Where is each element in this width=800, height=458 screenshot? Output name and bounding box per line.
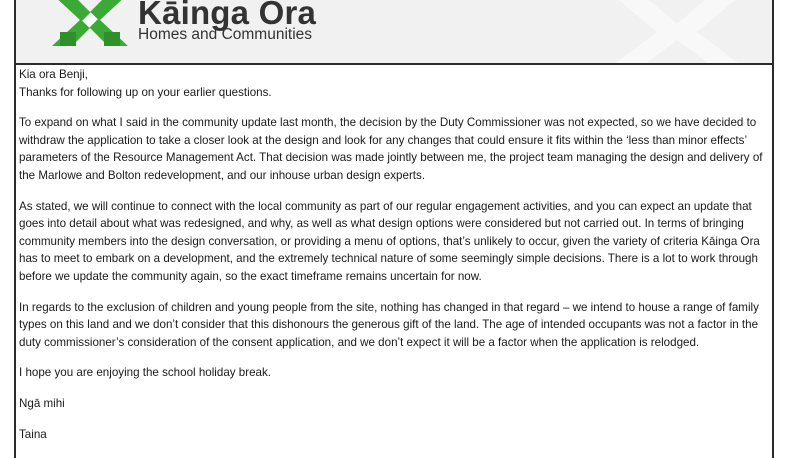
greeting: Kia ora Benji,	[19, 68, 88, 81]
email-body	[19, 66, 767, 456]
brand-tagline: Homes and Communities	[138, 26, 313, 43]
body-paragraph: I hope you are enjoying the school holiday break.	[19, 366, 272, 380]
kainga-ora-logo-icon	[52, 0, 128, 46]
brand-name: Kāinga Ora	[138, 0, 317, 31]
signature: Taina	[19, 427, 47, 441]
kainga-ora-watermark-icon	[602, 0, 752, 65]
body-paragraph: As stated, we will continue to connect with the local community as part of our regular engagement activities, and you can expect an update that goes into detail about what was redesigned, and why, as well as what design options were considered but not carried out. In terms of bringing community members into the design conversation, or providing a menu of options, that’s unlikely to occur, given the variety of criteria Kāinga Ora has to meet to embark on a development, and the extremely technical nature of some seemingly simple decisions. There is a lot to work through before we update the community again, so the exact timeframe remains uncertain for now.	[19, 199, 760, 283]
email-header	[16, 0, 772, 65]
signoff: Ngā mihi	[19, 396, 65, 410]
body-paragraph: To expand on what I said in the community update last month, the decision by the Duty Commissioner was not expected, so we have decided to withdraw the application to take a closer look at the design and look for any changes that could ensure it fits within the ‘less than minor effects’ parameters of the Resource Management Act. That decision was made jointly between me, the project team managing the design and delivery of the Marlowe and Bolton redevelopment, and our inhouse urban design experts.	[19, 116, 763, 182]
body-paragraph: In regards to the exclusion of children and young people from the site, nothing has changed in that regard – we intend to house a range of family types on this land and we don’t consider that this dishonours the generous gift of the land. The age of intended occupants was not a factor in the duty commissioner’s consideration of the consent application, and we don’t expect it will be a factor when the application is relodged.	[19, 300, 759, 349]
intro-line: Thanks for following up on your earlier questions.	[19, 85, 272, 99]
